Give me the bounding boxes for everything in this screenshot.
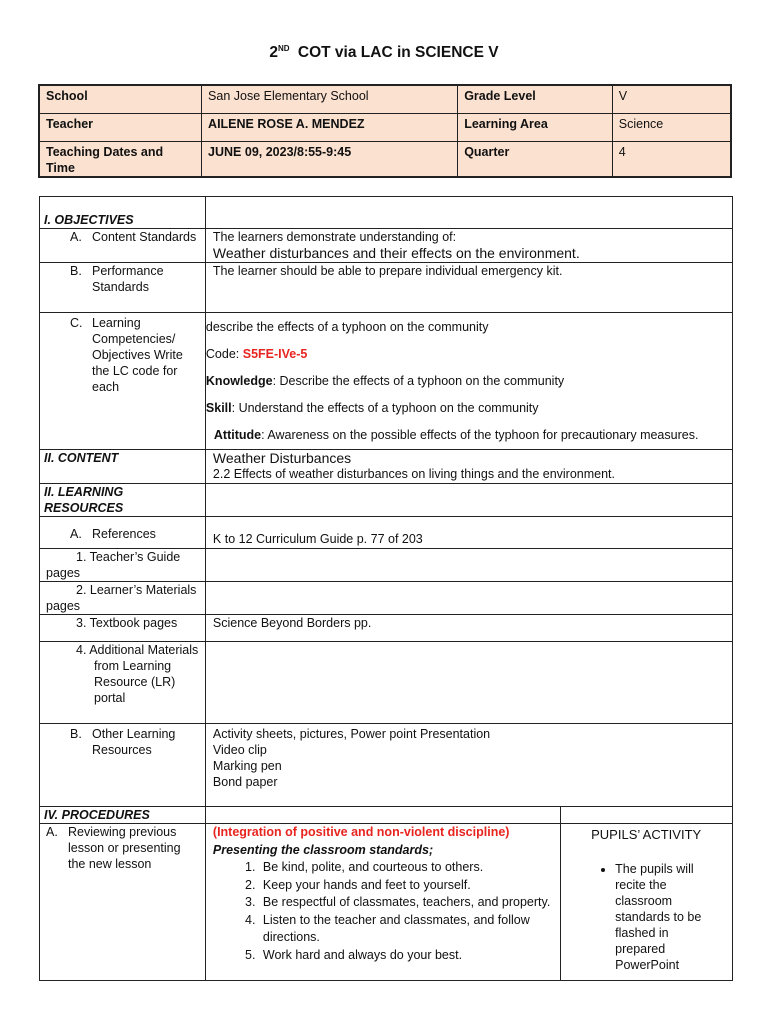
school-label: School [39,85,202,114]
dates-value: JUNE 09, 2023/8:55-9:45 [202,142,458,178]
procedures-heading: IV. PROCEDURES [40,807,206,824]
list-item: 2. Keep your hands and feet to yourself. [259,877,556,895]
grade-label: Grade Level [458,85,613,114]
area-value: Science [612,114,731,142]
quarter-label: Quarter [458,142,613,178]
content-standards-label [40,229,206,263]
item-label: Content Standards [92,230,197,244]
empty-cell [205,642,732,724]
table-row [40,484,733,517]
pupils-activity-list [561,861,728,973]
pupils-activity-cell [561,824,733,981]
teacher-value: AILENE ROSE A. MENDEZ [202,114,458,142]
list-item: 1. Be kind, polite, and courteous to others. [259,859,556,877]
empty-cell [205,549,732,582]
list-item: 5. Work hard and always do your best. [259,947,556,965]
table-row [40,724,733,807]
competencies-value [205,313,732,450]
table-row [40,263,733,313]
table-row [40,450,733,484]
list-item: Video clip [212,743,267,757]
knowledge-value: : Describe the effects of a typhoon on the community [272,374,565,388]
empty-cell [205,484,732,517]
item-label: Learning Competencies/ Objectives Write the LC code for each [92,316,183,394]
references-label [40,517,206,549]
empty-cell [205,807,560,824]
item-number: B. [70,727,82,741]
item-number: A. [70,230,82,244]
textbook-value: Science Beyond Borders pp. [205,615,732,642]
grade-value: V [612,85,731,114]
integration-note: (Integration of positive and non-violent discipline) [212,825,510,839]
table-row [40,824,733,981]
other-resources-label [40,724,206,807]
header-table [38,84,732,178]
school-value: San Jose Elementary School [202,85,458,114]
table-row [40,197,733,229]
other-resources-value [205,724,732,807]
table-row [40,582,733,615]
empty-cell [561,807,733,824]
performance-standards-label [40,263,206,313]
dates-label: Teaching Dates and Time [39,142,202,178]
content-line-2: Weather disturbances and their effects on the environment. [212,245,580,261]
title-text: COT via LAC in SCIENCE V [297,44,499,61]
table-row [40,229,733,263]
title-prefix: 2 [269,44,279,61]
competencies-label [40,313,206,450]
table-row [39,114,731,142]
knowledge-line [206,368,732,395]
textbook-label: 3. Textbook pages [40,615,206,642]
knowledge-label: Knowledge [205,374,273,388]
code-value: S5FE-IVe-5 [242,347,308,361]
objectives-heading: I. OBJECTIVES [40,197,206,229]
list-item: Activity sheets, pictures, Power point Presentation [212,727,491,741]
list-item: 3. Be respectful of classmates, teachers, and property. [259,894,556,912]
skill-value: : Understand the effects of a typhoon on the community [231,401,539,415]
table-row [39,142,731,178]
empty-cell [205,582,732,615]
empty-cell [205,197,732,229]
references-value: K to 12 Curriculum Guide p. 77 of 203 [205,517,732,549]
table-row [40,807,733,824]
content-topic: Weather Disturbances [212,450,352,466]
table-row [40,517,733,549]
classroom-standards-list [213,859,556,964]
table-row [39,85,731,114]
teachers-guide-label: 1. Teacher’s Guide pages [40,549,206,582]
content-heading: II. CONTENT [40,450,206,484]
item-label: Performance Standards [92,264,164,294]
learners-materials-label: 2. Learner’s Materials pages [40,582,206,615]
table-row [40,549,733,582]
item-number: C. [70,316,83,330]
item-number: B. [70,264,82,278]
procedure-a-label [40,824,206,981]
content-value [205,450,732,484]
table-row [40,615,733,642]
title-superscript: ND [278,44,290,53]
item-number: A. [46,825,58,839]
resources-heading: II. LEARNING RESOURCES [40,484,206,517]
procedure-a-content [205,824,560,981]
list-item: Marking pen [212,759,282,773]
content-standards-value [205,229,732,263]
performance-standards-value: The learner should be able to prepare individual emergency kit. [205,263,732,313]
quarter-value: 4 [612,142,731,178]
code-label: Code: [205,347,240,361]
attitude-value: : Awareness on the possible effects of the typhoon for precautionary measures. [261,428,699,442]
lesson-plan-table [39,196,733,981]
item-number: A. [70,527,82,541]
content-subtopic: 2.2 Effects of weather disturbances on living things and the environment. [212,467,615,481]
code-line [206,341,732,368]
skill-line [206,395,732,422]
additional-materials-label: 4. Additional Materials from Learning Resource (LR) portal [40,642,206,724]
item-label: Other Learning Resources [92,727,176,757]
content-line-1: The learners demonstrate understanding of: [212,230,457,244]
list-item: 4. Listen to the teacher and classmates, and follow directions. [259,912,556,947]
list-item: • The pupils will recite the classroom standards to be flashed in prepared PowerPoint [615,861,718,973]
pupils-activity-heading: PUPILS’ ACTIVITY [591,827,702,842]
table-row [40,313,733,450]
attitude-label: Attitude [213,428,262,442]
table-row [40,642,733,724]
presenting-heading: Presenting the classroom standards; [212,842,434,857]
item-label: References [92,527,156,541]
teacher-label: Teacher [39,114,202,142]
skill-label: Skill [205,401,232,415]
page-title [0,44,768,62]
item-label: Reviewing previous lesson or presenting the new lesson [68,825,181,871]
competency-text: describe the effects of a typhoon on the community [205,320,489,334]
list-item: Bond paper [212,775,278,789]
area-label: Learning Area [458,114,613,142]
attitude-line [206,422,732,449]
